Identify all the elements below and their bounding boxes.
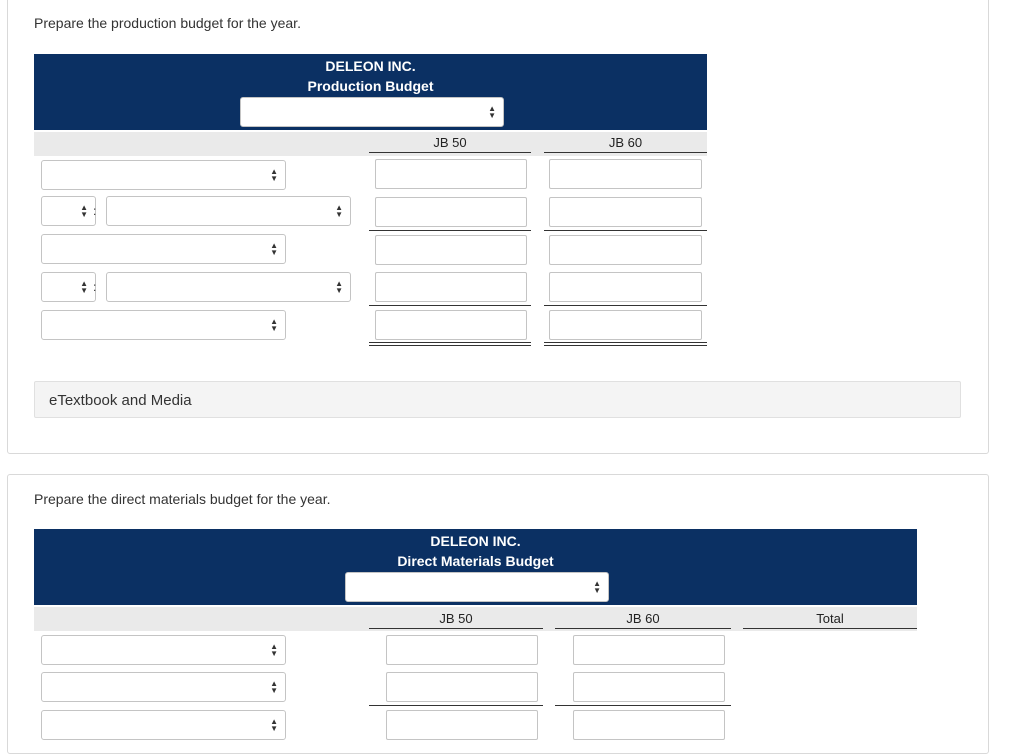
column-label: JB 50 [439,611,473,626]
row3-jb50-input[interactable] [375,235,527,265]
row4-label-select[interactable] [106,272,351,302]
total-double-rule [544,342,707,346]
subtotal-rule [555,705,731,706]
row2-operator-select[interactable] [41,196,96,226]
row4-jb60-input[interactable] [549,272,702,302]
up-down-caret-icon: ▲ ▼ [80,203,88,219]
row1-jb50-input[interactable] [375,159,527,189]
row2-jb50-input[interactable] [375,197,527,227]
company-name: DELEON INC. [325,58,416,74]
row3-label-select[interactable] [41,234,286,264]
column-header-jb50 [369,611,543,626]
mat-row1-jb50-input[interactable] [386,635,538,665]
subtotal-rule [544,230,707,231]
mat-row3-jb50-input[interactable] [386,710,538,740]
row5-jb50-input[interactable] [375,310,527,340]
colon-separator: : [93,204,97,218]
subtotal-rule [369,705,543,706]
budget-title: Direct Materials Budget [397,553,554,569]
materials-instruction: Prepare the direct materials budget for the year. [34,491,331,507]
mat-row1-jb60-input[interactable] [573,635,725,665]
row3-jb60-input[interactable] [549,235,702,265]
mat-row2-label-select[interactable] [41,672,286,702]
subtotal-rule [544,305,707,306]
colon-separator: : [93,280,97,294]
mat-row1-label-select[interactable] [41,635,286,665]
mat-row3-jb60-input[interactable] [573,710,725,740]
column-header-jb50 [369,135,531,150]
up-down-caret-icon: ▲ ▼ [270,679,278,695]
period-select[interactable] [345,572,609,602]
row5-jb60-input[interactable] [549,310,702,340]
mat-row2-jb50-input[interactable] [386,672,538,702]
up-down-caret-icon: ▲ ▼ [270,317,278,333]
up-down-caret-icon: ▲ ▼ [270,642,278,658]
subtotal-rule [369,230,531,231]
up-down-caret-icon: ▲ ▼ [488,104,496,120]
row5-label-select[interactable] [41,310,286,340]
row2-jb60-input[interactable] [549,197,702,227]
row4-operator-select[interactable] [41,272,96,302]
column-label: JB 50 [433,135,467,150]
period-select[interactable] [240,97,504,127]
up-down-caret-icon: ▲ ▼ [270,167,278,183]
column-header-total [743,611,917,626]
up-down-caret-icon: ▲ ▼ [80,279,88,295]
column-label: JB 60 [626,611,660,626]
budget-title: Production Budget [307,78,434,94]
production-instruction: Prepare the production budget for the year. [34,15,301,31]
row1-jb60-input[interactable] [549,159,702,189]
up-down-caret-icon: ▲ ▼ [593,579,601,595]
up-down-caret-icon: ▲ ▼ [335,203,343,219]
mat-row3-label-select[interactable] [41,710,286,740]
mat-row2-jb60-input[interactable] [573,672,725,702]
up-down-caret-icon: ▲ ▼ [270,241,278,257]
column-header-jb60 [555,611,731,626]
company-name: DELEON INC. [430,533,521,549]
subtotal-rule [369,305,531,306]
up-down-caret-icon: ▲ ▼ [270,717,278,733]
column-label: JB 60 [608,135,643,150]
column-header-jb60 [544,135,707,150]
column-label: Total [816,611,844,626]
row2-label-select[interactable] [106,196,351,226]
row4-jb50-input[interactable] [375,272,527,302]
etextbook-media-button[interactable] [34,381,961,418]
total-double-rule [369,342,531,346]
up-down-caret-icon: ▲ ▼ [335,279,343,295]
row1-label-select[interactable] [41,160,286,190]
etextbook-label: eTextbook and Media [49,392,192,409]
